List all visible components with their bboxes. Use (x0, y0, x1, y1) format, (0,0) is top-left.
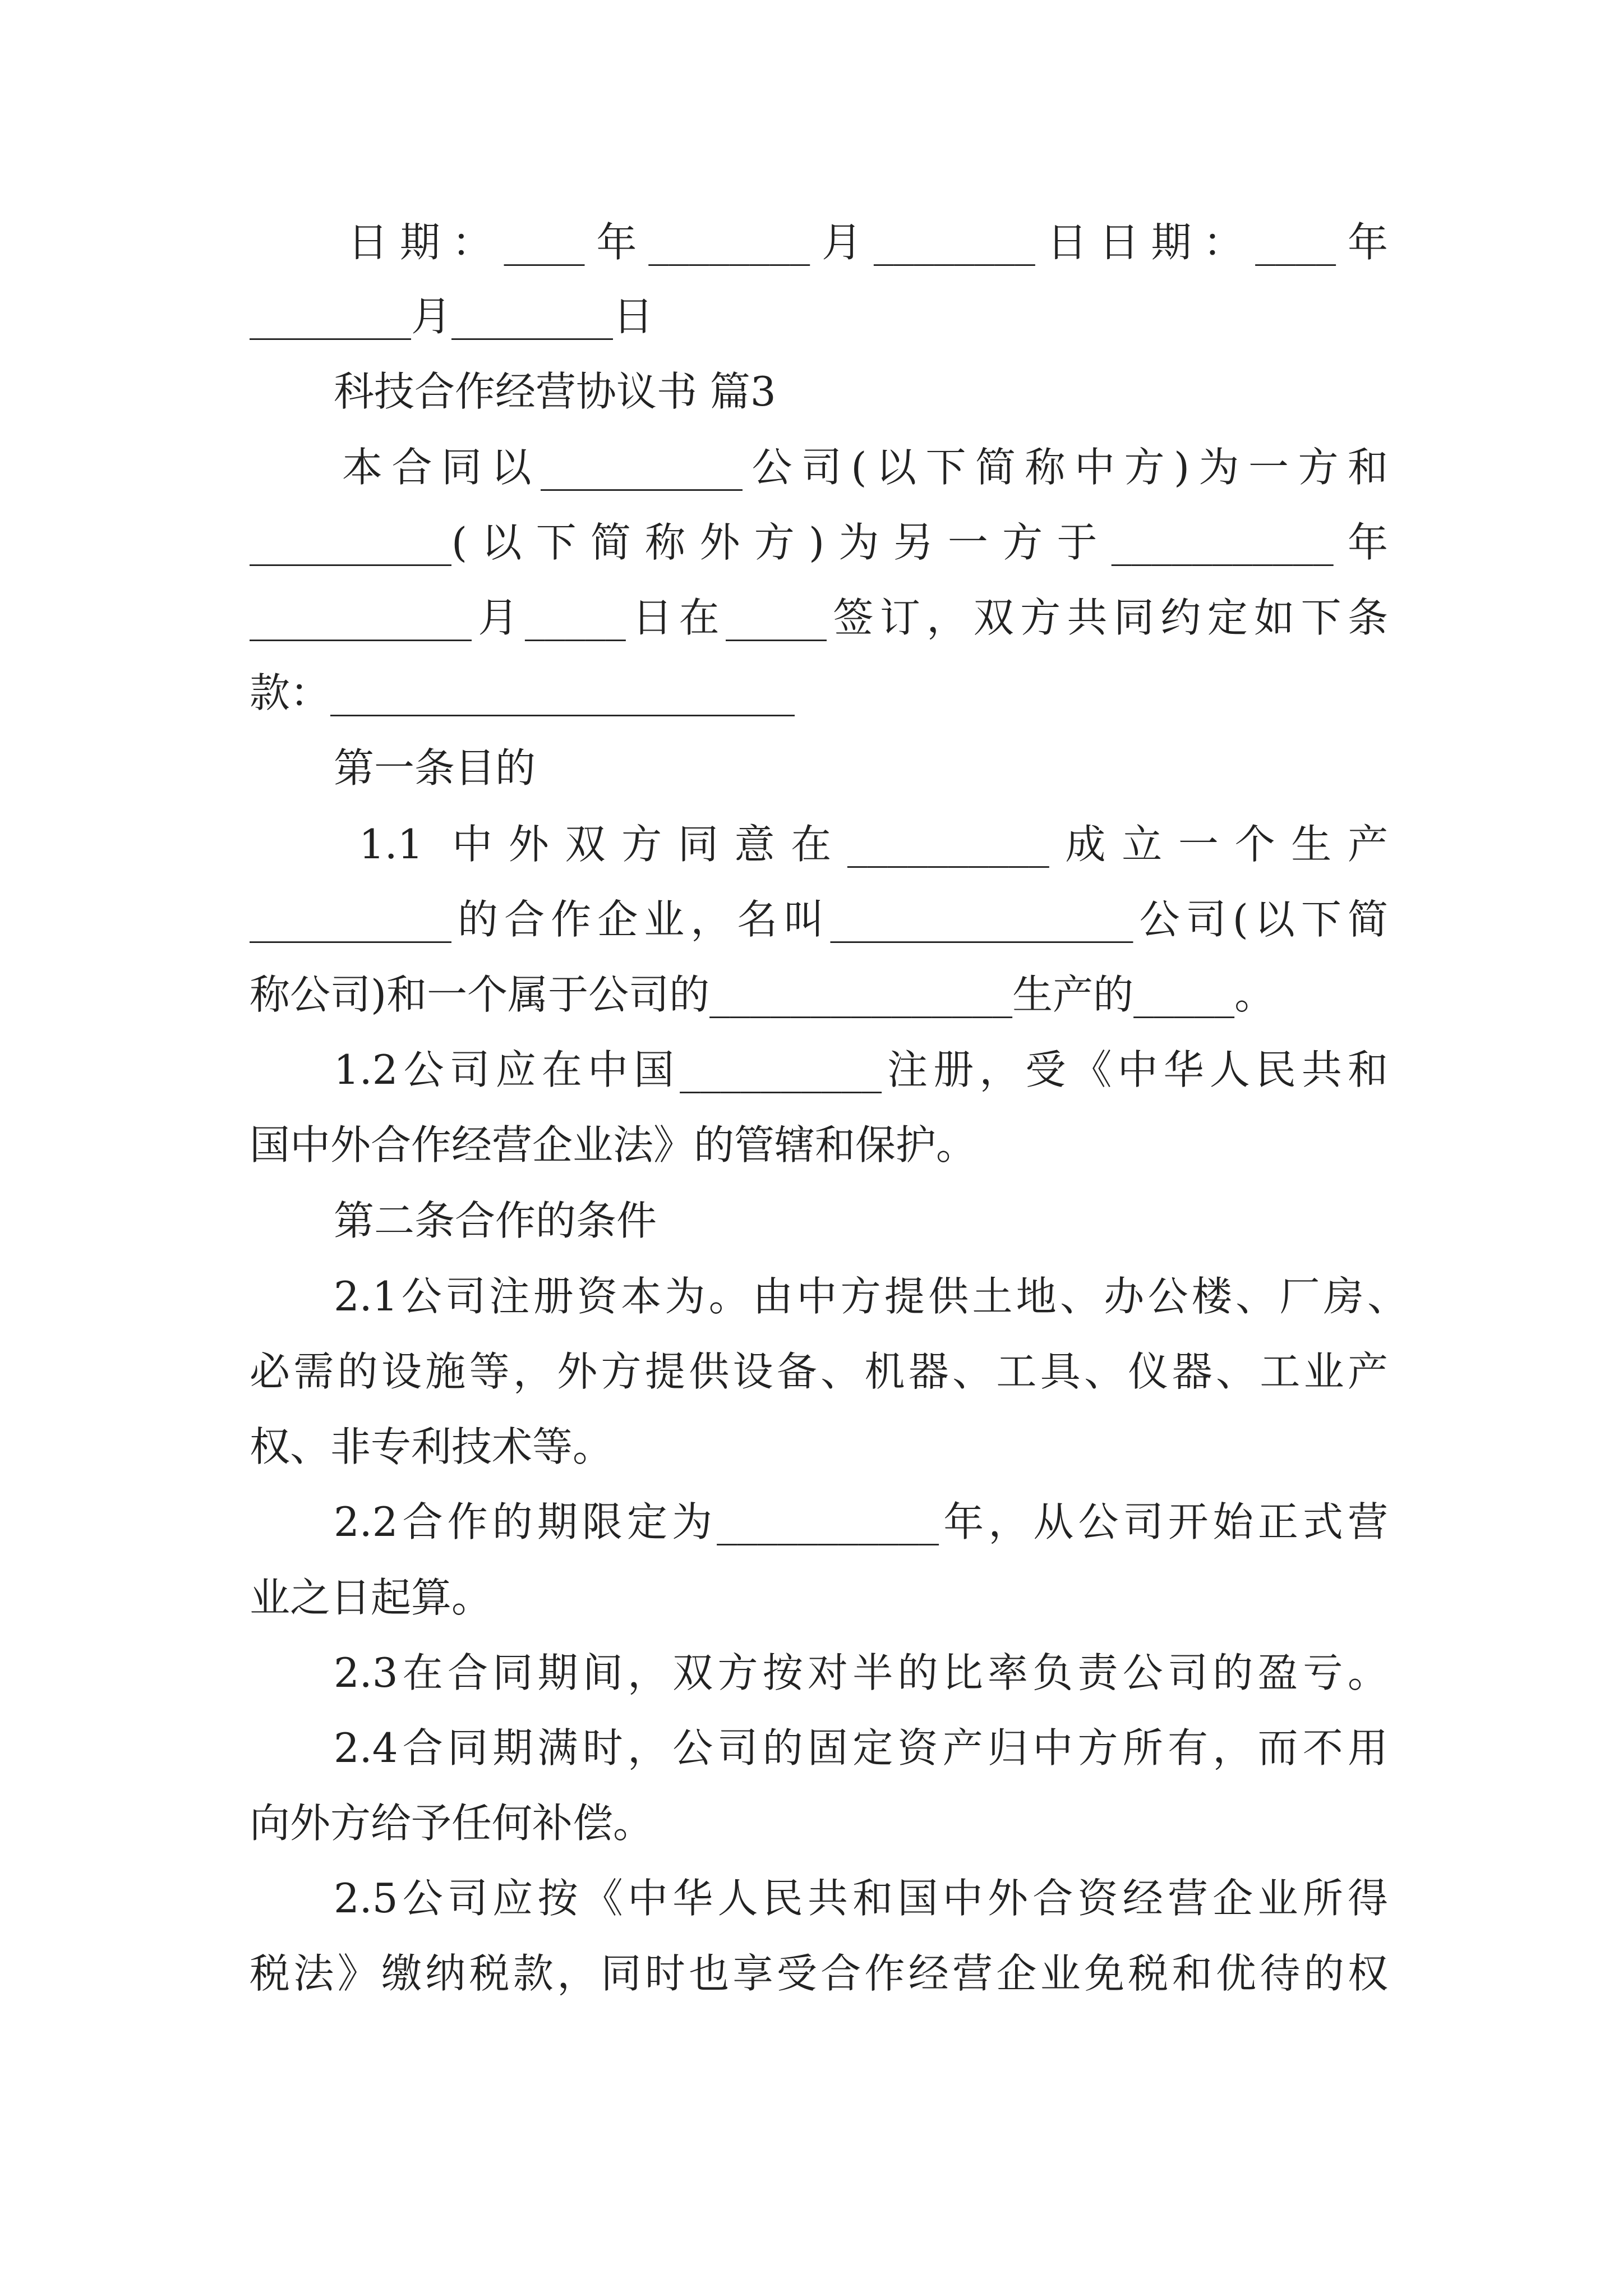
clause-2-2-line-1: 2.2合作的期限定为___________年，从公司开始正式营 (334, 1498, 1388, 1545)
clause-1-1-line-2: __________的合作企业，名叫_______________公司(以下简 (250, 896, 1388, 943)
date-line-1: 日期：____年________月________日日期：____年 (348, 219, 1388, 266)
contract-intro-line-3: ___________月_____日在_____签订，双方共同约定如下条 (250, 594, 1388, 641)
clause-2-1-line-3: 权、非专利技术等。 (250, 1423, 614, 1470)
clause-1-1-line-1: 1.1 中外双方同意在__________成立一个生产 (359, 821, 1388, 868)
contract-intro-line-4: 款：_______________________ (250, 669, 795, 716)
date-line-2: ________月________日 (250, 293, 653, 340)
clause-2-5-line-1: 2.5公司应按《中华人民共和国中外合资经营企业所得 (334, 1875, 1388, 1922)
contract-intro-line-2: __________(以下简称外方)为另一方于___________年 (250, 519, 1388, 566)
clause-2-3-line-1: 2.3在合同期间，双方按对半的比率负责公司的盈亏。 (334, 1649, 1388, 1696)
clause-1-1-line-3: 称公司)和一个属于公司的_______________生产的_____。 (250, 971, 1275, 1018)
section-title: 科技合作经营协议书 篇3 (334, 368, 776, 415)
article-2-heading: 第二条合作的条件 (334, 1197, 657, 1244)
clause-2-4-line-2: 向外方给予任何补偿。 (250, 1800, 654, 1847)
clause-2-1-line-2: 必需的设施等，外方提供设备、机器、工具、仪器、工业产 (250, 1348, 1388, 1395)
clause-1-2-line-2: 国中外合作经营企业法》的管辖和保护。 (250, 1121, 977, 1168)
clause-2-4-line-1: 2.4合同期满时，公司的固定资产归中方所有，而不用 (334, 1724, 1388, 1772)
clause-2-1-line-1: 2.1公司注册资本为。由中方提供土地、办公楼、厂房、 (334, 1273, 1408, 1320)
contract-intro-line-1: 本合同以__________公司(以下简称中方)为一方和 (342, 444, 1388, 491)
clause-2-2-line-2: 业之日起算。 (250, 1574, 492, 1621)
clause-1-2-line-1: 1.2公司应在中国__________注册，受《中华人民共和 (334, 1046, 1388, 1093)
article-1-heading: 第一条目的 (334, 744, 536, 792)
clause-2-5-line-2: 税法》缴纳税款，同时也享受合作经营企业免税和优待的权 (250, 1950, 1388, 1997)
